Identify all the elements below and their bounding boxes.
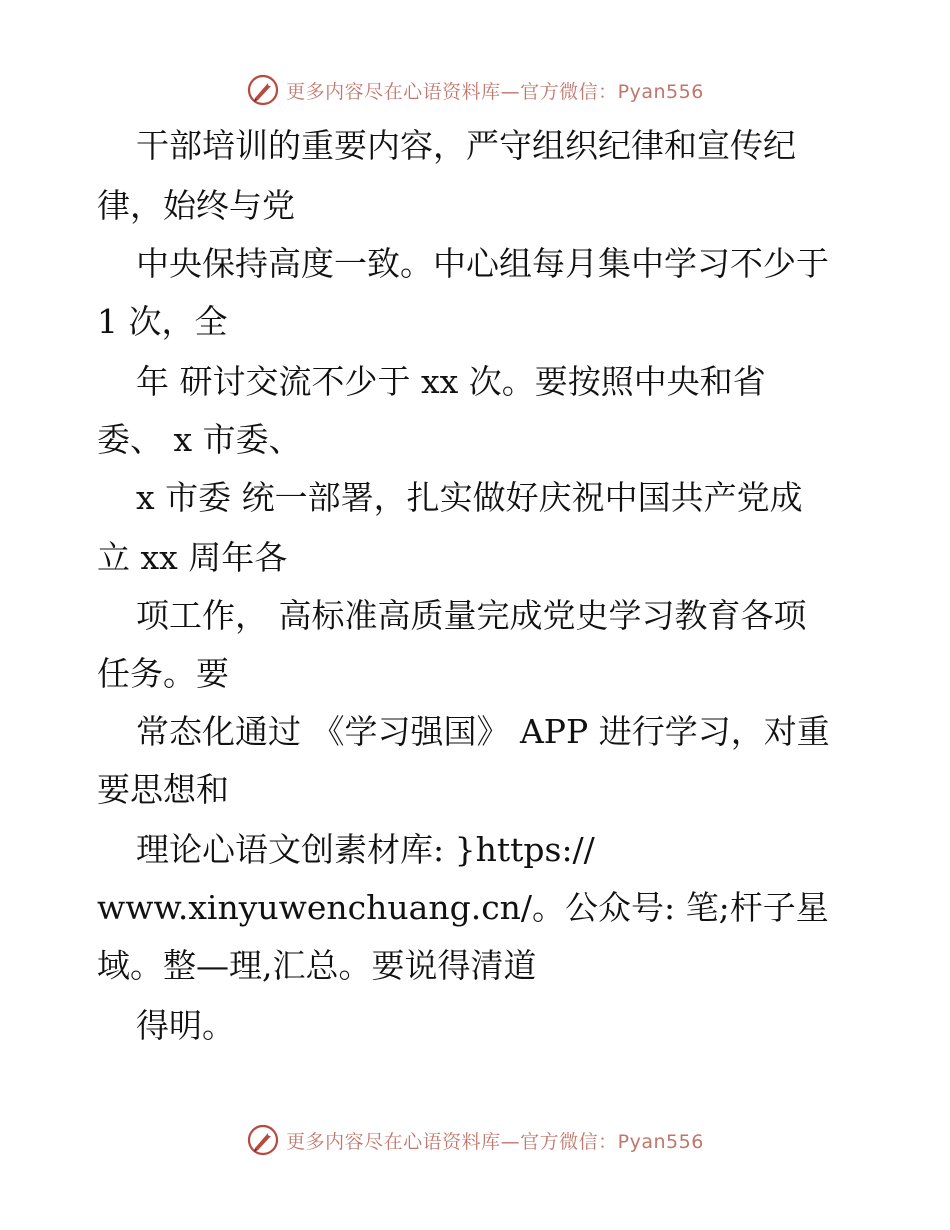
body-line: www.xinyuwenchuang.cn/。公众号: 笔;杆子星 [97,888,829,927]
body-line: 1 次，全 [97,302,228,341]
body-line: 域。整—理,汇总。要说得清道 [97,946,537,985]
body-line: x 市委 统一部署，扎实做好庆祝中国共产党成 [136,478,803,517]
footer-banner-text: 更多内容尽在心语资料库—官方微信：Pyan556 [286,1130,704,1153]
body-line: 常态化通过 《学习强国》 APP 进行学习，对重 [136,712,830,751]
header-banner-text: 更多内容尽在心语资料库—官方微信：Pyan556 [286,80,704,103]
pen-logo-icon [246,73,280,107]
body-line: 干部培训的重要内容，严守组织纪律和宣传纪 [136,126,796,165]
body-line: 任务。要 [97,654,229,693]
body-line: 得明。 [136,1006,235,1045]
body-line: 立 xx 周年各 [97,538,288,577]
pen-logo-icon [246,1123,280,1157]
footer-banner [0,1120,950,1160]
body-line: 项工作， 高标准高质量完成党史学习教育各项 [136,596,807,635]
body-line: 中央保持高度一致。中心组每月集中学习不少于 [136,244,829,283]
body-line: 律，始终与党 [97,186,295,225]
body-line: 年 研讨交流不少于 xx 次。要按照中央和省 [136,362,766,401]
header-banner [0,70,950,110]
body-line: 要思想和 [97,770,229,809]
body-line: 理论心语文创素材库: }https:// [136,830,595,869]
body-line: 委、 x 市委、 [97,420,302,459]
